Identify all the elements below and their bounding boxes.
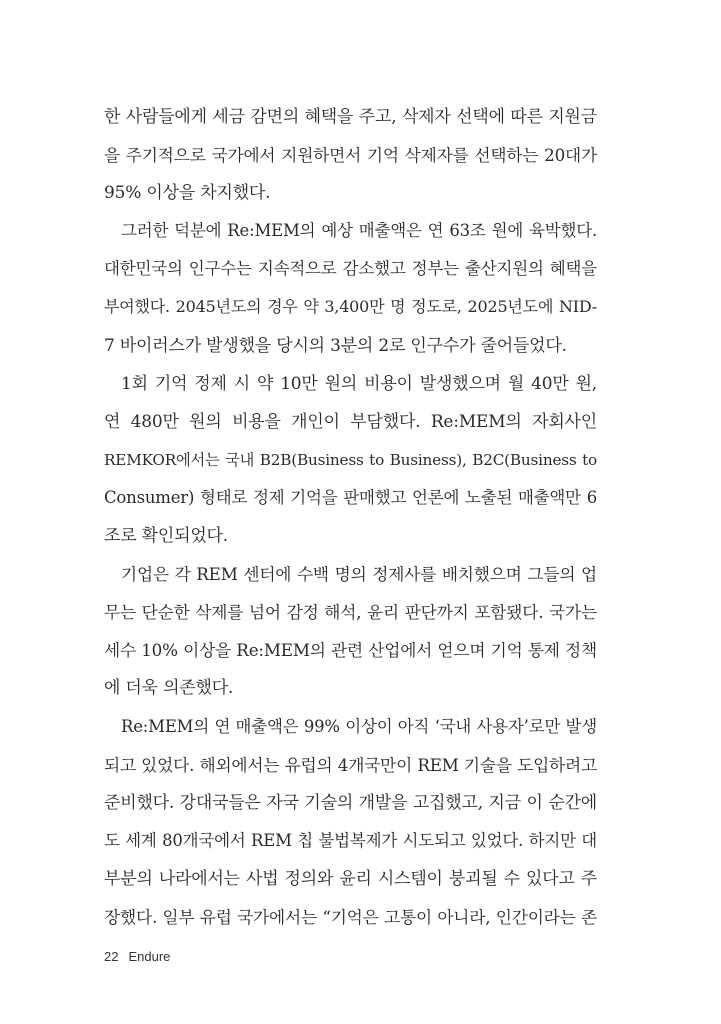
text-line: 95% 이상을 차지했다. xyxy=(104,183,271,204)
text-line: 세수 10% 이상을 Re:MEM의 관련 산업에서 얻으며 기억 통제 정책 xyxy=(104,640,597,661)
text-line: 에 더욱 의존했다. xyxy=(104,678,234,699)
text-line: 장했다. 일부 유럽 국가에서는 “기억은 고통이 아니라, 인간이라는 존 xyxy=(104,906,597,927)
text-line: 그러한 덕분에 Re:MEM의 예상 매출액은 연 63조 원에 육박했다. xyxy=(121,221,597,241)
text-line: 대한민국의 인구수는 지속적으로 감소했고 정부는 출산지원의 혜택을 xyxy=(104,259,597,279)
text-line: 무는 단순한 삭제를 넘어 감정 해석, 윤리 판단까지 포함됐다. 국가는 xyxy=(104,602,598,623)
text-line: REMKOR에서는 국내 B2B(Business to Business), B2C(Business to xyxy=(104,450,597,469)
running-title: Endure xyxy=(128,949,171,964)
text-line: 7 바이러스가 발생했을 당시의 3분의 2로 인구수가 줄어들었다. xyxy=(104,335,567,356)
text-line: 1회 기억 정제 시 약 10만 원의 비용이 발생했으며 월 40만 원, xyxy=(121,373,597,394)
body-text xyxy=(104,98,597,936)
text-line: 을 주기적으로 국가에서 지원하면서 기억 삭제자를 선택하는 20대가 xyxy=(104,145,597,166)
text-line: Consumer) 형태로 정제 기억을 판매했고 언론에 노출된 매출액만 6 xyxy=(104,487,597,507)
text-line: 한 사람들에게 세금 감면의 혜택을 주고, 삭제자 선택에 따른 지원금 xyxy=(104,107,597,127)
text-line: 기업은 각 REM 센터에 수백 명의 정제사를 배치했으며 그들의 업 xyxy=(121,564,597,585)
text-line: 도 세계 80개국에서 REM 칩 불법복제가 시도되고 있었다. 하지만 대 xyxy=(104,830,597,850)
text-line: 부여했다. 2045년도의 경우 약 3,400만 명 정도로, 2025년도에 NID- xyxy=(104,297,597,317)
text-line: 준비했다. 강대국들은 자국 기술의 개발을 고집했고, 지금 이 순간에 xyxy=(104,792,597,813)
page-footer xyxy=(104,947,170,967)
text-line: 조로 확인되었다. xyxy=(104,526,228,547)
text-line: 부분의 나라에서는 사법 정의와 윤리 시스템이 붕괴될 수 있다고 주 xyxy=(104,868,597,889)
text-line: 연 480만 원의 비용을 개인이 부담했다. Re:MEM의 자회사인 xyxy=(104,411,597,432)
page-number: 22 xyxy=(104,949,119,964)
text-line: Re:MEM의 연 매출액은 99% 이상이 아직 ‘국내 사용자’로만 발생 xyxy=(121,716,597,736)
text-line: 되고 있었다. 해외에서는 유럽의 4개국만이 REM 기술을 도입하려고 xyxy=(104,754,597,775)
